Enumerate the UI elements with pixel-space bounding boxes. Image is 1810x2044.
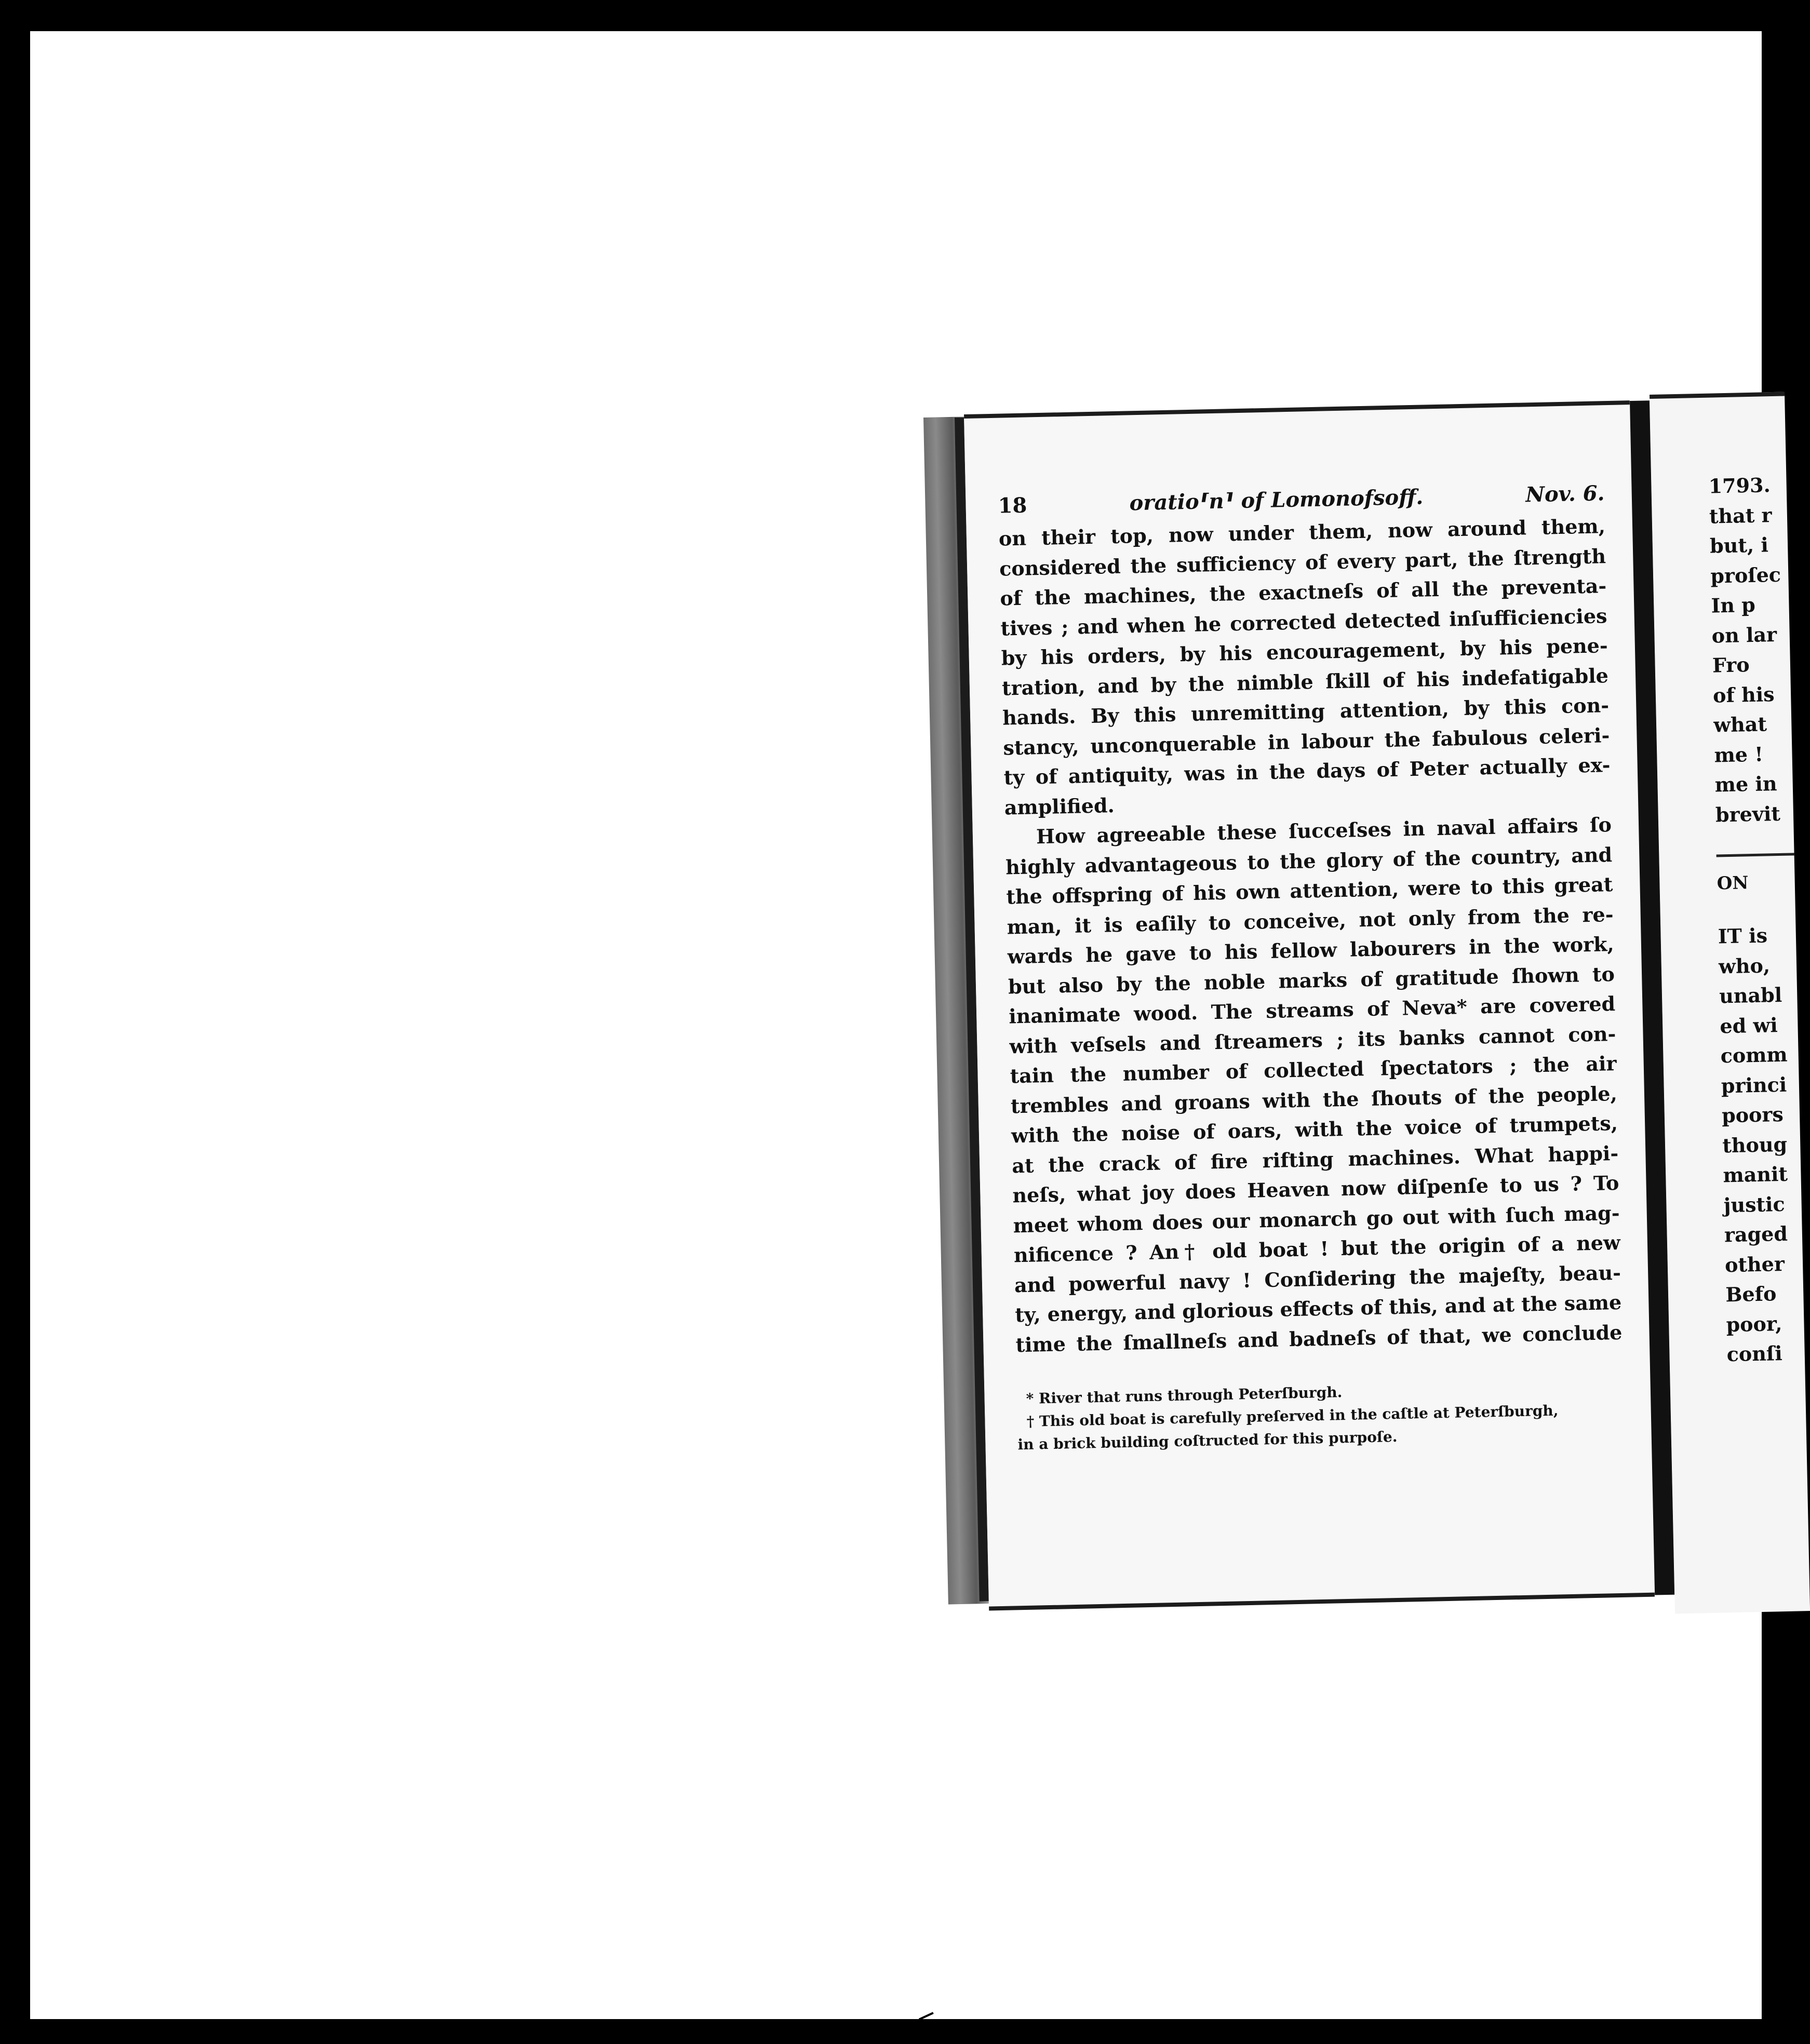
text-line: what [1713, 712, 1767, 737]
text-line: at the crack of fire rifting machines. What happi- [1011, 1141, 1619, 1177]
right-page [1650, 392, 1810, 1614]
text-line: conſi [1726, 1341, 1783, 1366]
text-line: meet whom does our monarch go out with ſuch mag- [1013, 1201, 1620, 1237]
text-line: ty of antiquity, was in the days of Peter actually ex- [1003, 753, 1611, 789]
left-page-text [998, 481, 1625, 1456]
text-line: considered the sufficiency of every part, the ſtrength [999, 544, 1606, 581]
footnote: in a brick building coſtructed for this purpoſe. [1017, 1428, 1398, 1454]
right-page-lines-bottom [1718, 920, 1805, 1369]
text-line: inanimate wood. The streams of Neva* are covered [1008, 991, 1616, 1028]
page-number: 18 [998, 493, 1027, 518]
text-line: but also by the noble marks of gratitude ſhown to [1008, 962, 1615, 998]
footnote: * River that runs through Peterſburgh. [1026, 1383, 1343, 1407]
text-line: tration, and by the nimble ſkill of his indefatigable [1001, 663, 1609, 700]
left-page-body [998, 511, 1622, 1360]
text-line: with veſsels and ſtreamers ; its banks cannot con- [1009, 1021, 1616, 1058]
text-line: stancy, unconquerable in labour the fabulous celeri- [1002, 723, 1610, 760]
text-line: How agreeable these ſucceſses in naval affairs ſo [1036, 813, 1612, 849]
text-line: princi [1721, 1072, 1787, 1097]
text-line: and powerful navy ! Conſidering the majeſty, beau- [1014, 1260, 1621, 1297]
text-line: manit [1723, 1162, 1788, 1187]
text-line: unabl [1719, 983, 1782, 1008]
left-page [964, 400, 1655, 1610]
text-line: thoug [1722, 1132, 1788, 1157]
text-line: of his [1712, 682, 1775, 707]
text-line: ed wi [1720, 1013, 1778, 1038]
footnote: † This old boat is carefully preſerved in the caſtle at Peterſburgh, [1026, 1402, 1559, 1430]
text-line: me in [1714, 772, 1777, 797]
text-line: hands. By this unremitting attention, by this con- [1002, 693, 1610, 730]
text-line: amplified. [1004, 793, 1115, 819]
text-line: by his orders, by his encouragement, by his pene- [1001, 634, 1608, 670]
text-line: wards he gave to his fellow labourers in the work, [1007, 932, 1615, 969]
text-line: Befo [1725, 1282, 1777, 1307]
text-line: Fro [1712, 653, 1750, 677]
text-line: who, [1718, 953, 1771, 978]
text-line: proſec [1710, 562, 1781, 588]
running-head-date: Nov. 6. [1525, 481, 1605, 507]
text-line: time the ſmallneſs and badneſs of that, we conclude [1015, 1320, 1623, 1356]
text-line: highly advantageous to the glory of the country, and [1005, 842, 1613, 879]
text-line: the offspring of his own attention, were to this great [1006, 872, 1613, 909]
text-line: other [1724, 1252, 1785, 1276]
text-line: poor, [1726, 1311, 1782, 1336]
text-line: neſs, what joy does Heaven now diſpenſe to us ? To [1012, 1171, 1619, 1207]
text-line: man, it is eaſily to conceive, not only from the re- [1007, 902, 1614, 938]
text-line: tain the number of collected ſpectators ; the air [1010, 1051, 1617, 1088]
text-line: trembles and groans with the ſhouts of the people, [1010, 1081, 1618, 1118]
text-line: me ! [1714, 742, 1764, 767]
right-page-text [1708, 470, 1805, 1369]
text-line: of the machines, the exactneſs of all the preventa- [999, 574, 1607, 610]
spacer [1717, 899, 1795, 921]
text-line: nificence ? An† old boat ! but the origin of a new [1013, 1230, 1621, 1267]
text-line: brevit [1715, 801, 1781, 827]
right-page-lines-top [1708, 470, 1793, 830]
text-line: poors [1721, 1102, 1784, 1127]
text-line: IT is [1718, 923, 1768, 948]
text-line: raged [1724, 1221, 1788, 1247]
text-line: ty, energy, and glorious effects of this, and at the same [1014, 1290, 1622, 1327]
text-line: tives ; and when he corrected detected inſufficiencies [1000, 603, 1607, 640]
running-head-title: oratio⸢n⸣ of Lomonofsoff. [1129, 485, 1424, 516]
text-line: but, i [1709, 533, 1769, 558]
text-line: that r [1709, 503, 1772, 528]
footnotes [1016, 1375, 1625, 1456]
text-line: justic [1723, 1192, 1786, 1217]
text-line: on lar [1711, 622, 1777, 648]
section-heading: ON [1717, 872, 1749, 894]
text-line: comm [1720, 1042, 1788, 1068]
text-line: with the noise of oars, with the voice of trumpets, [1011, 1111, 1618, 1148]
text-line: In p [1711, 593, 1756, 617]
section-rule [1717, 853, 1794, 857]
text-line: 1793. [1708, 473, 1771, 498]
text-line: on their top, now under them, now around them, [998, 514, 1606, 550]
